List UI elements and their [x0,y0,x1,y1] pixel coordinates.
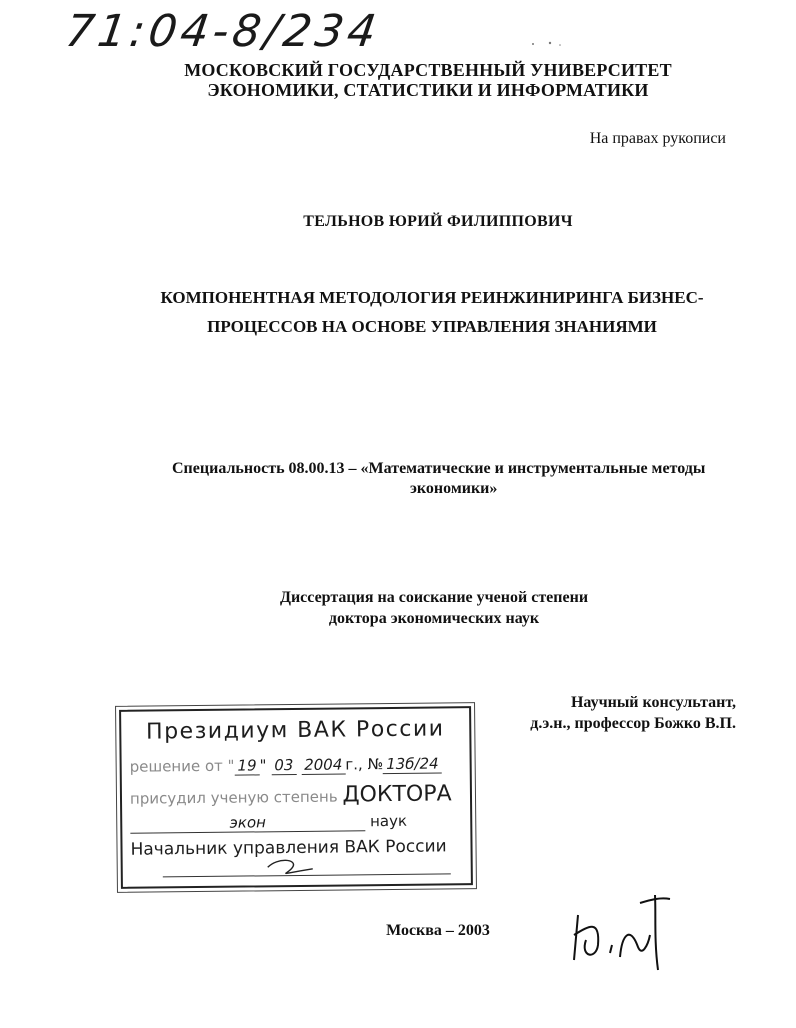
stamp-science-word: наук [369,811,408,831]
university-line-2: ЭКОНОМИКИ, СТАТИСТИКИ И ИНФОРМАТИКИ [207,80,649,100]
stamp-number: 13б/24 [383,754,442,774]
stamp-decision-line [130,754,462,775]
stamp-decision-prefix: решение от " [129,756,235,776]
stamp-year: 2004 [301,755,345,774]
specialty-line-1: Специальность 08.00.13 – «Математические и инструментальные методы [172,460,706,477]
vak-stamp [119,706,473,889]
dissertation-title [34,283,796,341]
dissertation-line-1: Диссертация на соискание ученой степени [279,589,589,606]
dissertation-line-2: доктора экономических наук [328,610,540,627]
manuscript-note: На правах рукописи [589,130,726,147]
stamp-day: 19 [234,756,259,775]
scientific-advisor [530,692,736,734]
title-line-1: КОМПОНЕНТНАЯ МЕТОДОЛОГИЯ РЕИНЖИНИРИНГА БИЗНЕС- [160,288,704,307]
stamp-science-line [130,811,462,833]
stamp-field: экон [229,813,266,832]
author-name: ТЕЛЬНОВ ЮРИЙ ФИЛИППОВИЧ [303,213,573,230]
university-name [30,60,796,100]
archive-number: 71:04-8/234 [62,6,384,57]
city-year: Москва – 2003 [386,922,490,939]
advisor-line-2: д.э.н., профессор Божко В.П. [530,715,736,732]
author-signature [560,885,680,975]
title-line-2: ПРОЦЕССОВ НА ОСНОВЕ УПРАВЛЕНИЯ ЗНАНИЯМИ [207,317,657,336]
stamp-field-blank [130,812,365,833]
stamp-degree-line [130,781,462,809]
stamp-quote: " [259,756,267,775]
specialty [172,459,732,499]
stamp-month: 03 [271,756,296,775]
scan-speck [530,40,570,48]
stamp-degree: ДОКТОРА [342,781,452,808]
university-line-1: МОСКОВСКИЙ ГОСУДАРСТВЕННЫЙ УНИВЕРСИТЕТ [184,60,672,80]
advisor-line-1: Научный консультант, [570,694,736,711]
specialty-line-2: экономики» [410,480,498,497]
stamp-number-prefix: г., № [345,755,384,774]
stamp-head-title: Начальник управления ВАК России [130,836,447,860]
dissertation-degree [36,587,796,629]
stamp-heading: Президиум ВАК России [145,716,445,745]
stamp-degree-prefix: присудил ученую степень [129,787,338,808]
